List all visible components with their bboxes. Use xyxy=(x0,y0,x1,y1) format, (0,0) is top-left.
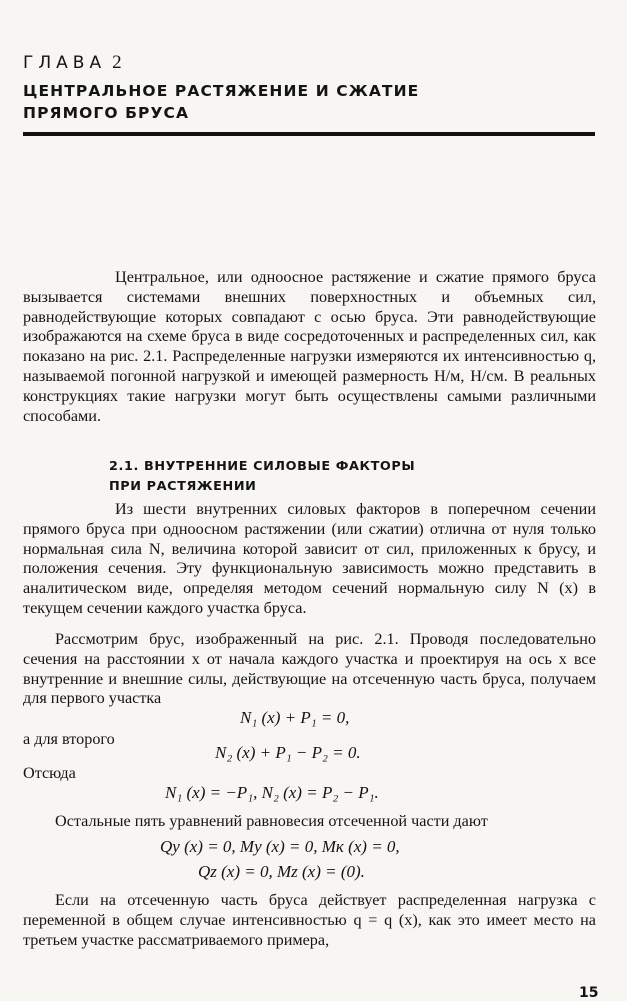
paragraph-4: Если на отсеченную часть бруса действует распределенная нагрузка с переменной в общем случае интенсивностью q = q (x), как это имеет место на третьем участке рассматриваемого примера, xyxy=(23,891,596,949)
page-number: 15 xyxy=(579,985,599,1001)
section-heading-line-1: 2.1. ВНУТРЕННИЕ СИЛОВЫЕ ФАКТОРЫ xyxy=(109,459,416,474)
section-heading xyxy=(109,457,415,497)
paragraph-1: Из шести внутренних силовых факторов в поперечном сечении прямого бруса при одноосном растяжении (или сжатии) отлична от нуля только нормальная сила N, величина которой зависит от сил, приложенных к брусу, и положения сечения. Эту функциональную зависимость можно представить в аналитическом виде, определяя методом сечений нормальную силу N (x) в текущем сечении каждого участка бруса. xyxy=(23,500,596,617)
chapter-number: 2 xyxy=(112,52,122,73)
equation-5: Qz (x) = 0, Mz (x) = (0). xyxy=(198,862,365,881)
paragraph-3: Остальные пять уравнений равновесия отсеченной части дают xyxy=(55,812,488,830)
chapter-label-text: ГЛАВА xyxy=(23,53,107,73)
chapter-title xyxy=(23,80,583,124)
chapter-title-line-1: ЦЕНТРАЛЬНОЕ РАСТЯЖЕНИЕ И СЖАТИЕ xyxy=(23,82,420,100)
section-heading-line-2: ПРИ РАСТЯЖЕНИИ xyxy=(109,479,257,494)
paragraph-2: Рассмотрим брус, изображенный на рис. 2.1. Проводя последовательно сечения на расстоянии x от начала каждого участка и проектируя на ось x все внутренние и внешние силы, действующие на отсеченную часть бруса, получаем для первого участка xyxy=(23,630,596,708)
text-second-section: а для второго xyxy=(23,730,115,748)
equation-4: Qy (x) = 0, My (x) = 0, Mк (x) = 0, xyxy=(160,837,400,856)
equation-2: N₂ (x) + P₁ − P₂ = 0. xyxy=(215,743,361,762)
chapter-rule xyxy=(23,132,595,136)
equation-1: N₁ (x) + P₁ = 0, xyxy=(240,708,350,727)
intro-paragraph: Центральное, или одноосное растяжение и сжатие прямого бруса вызывается системами внешних поверхностных и объемных сил, равнодействующие которых совпадают с осью бруса. Эти равнодействующие изображаются на схеме бруса в виде сосредоточенных и распределенных сил, как показано на рис. 2.1. Распределенные нагрузки измеряются их интенсивностью q, называемой погонной нагрузкой и имеющей размерность Н/м, Н/см. В реальных конструкциях такие нагрузки могут быть осуществлены самыми различными способами. xyxy=(23,268,596,425)
text-hence: Отсюда xyxy=(23,764,76,782)
chapter-label xyxy=(23,52,122,74)
chapter-title-line-2: ПРЯМОГО БРУСА xyxy=(23,104,190,122)
equation-3: N₁ (x) = −P₁, N₂ (x) = P₂ − P₁. xyxy=(165,783,379,802)
